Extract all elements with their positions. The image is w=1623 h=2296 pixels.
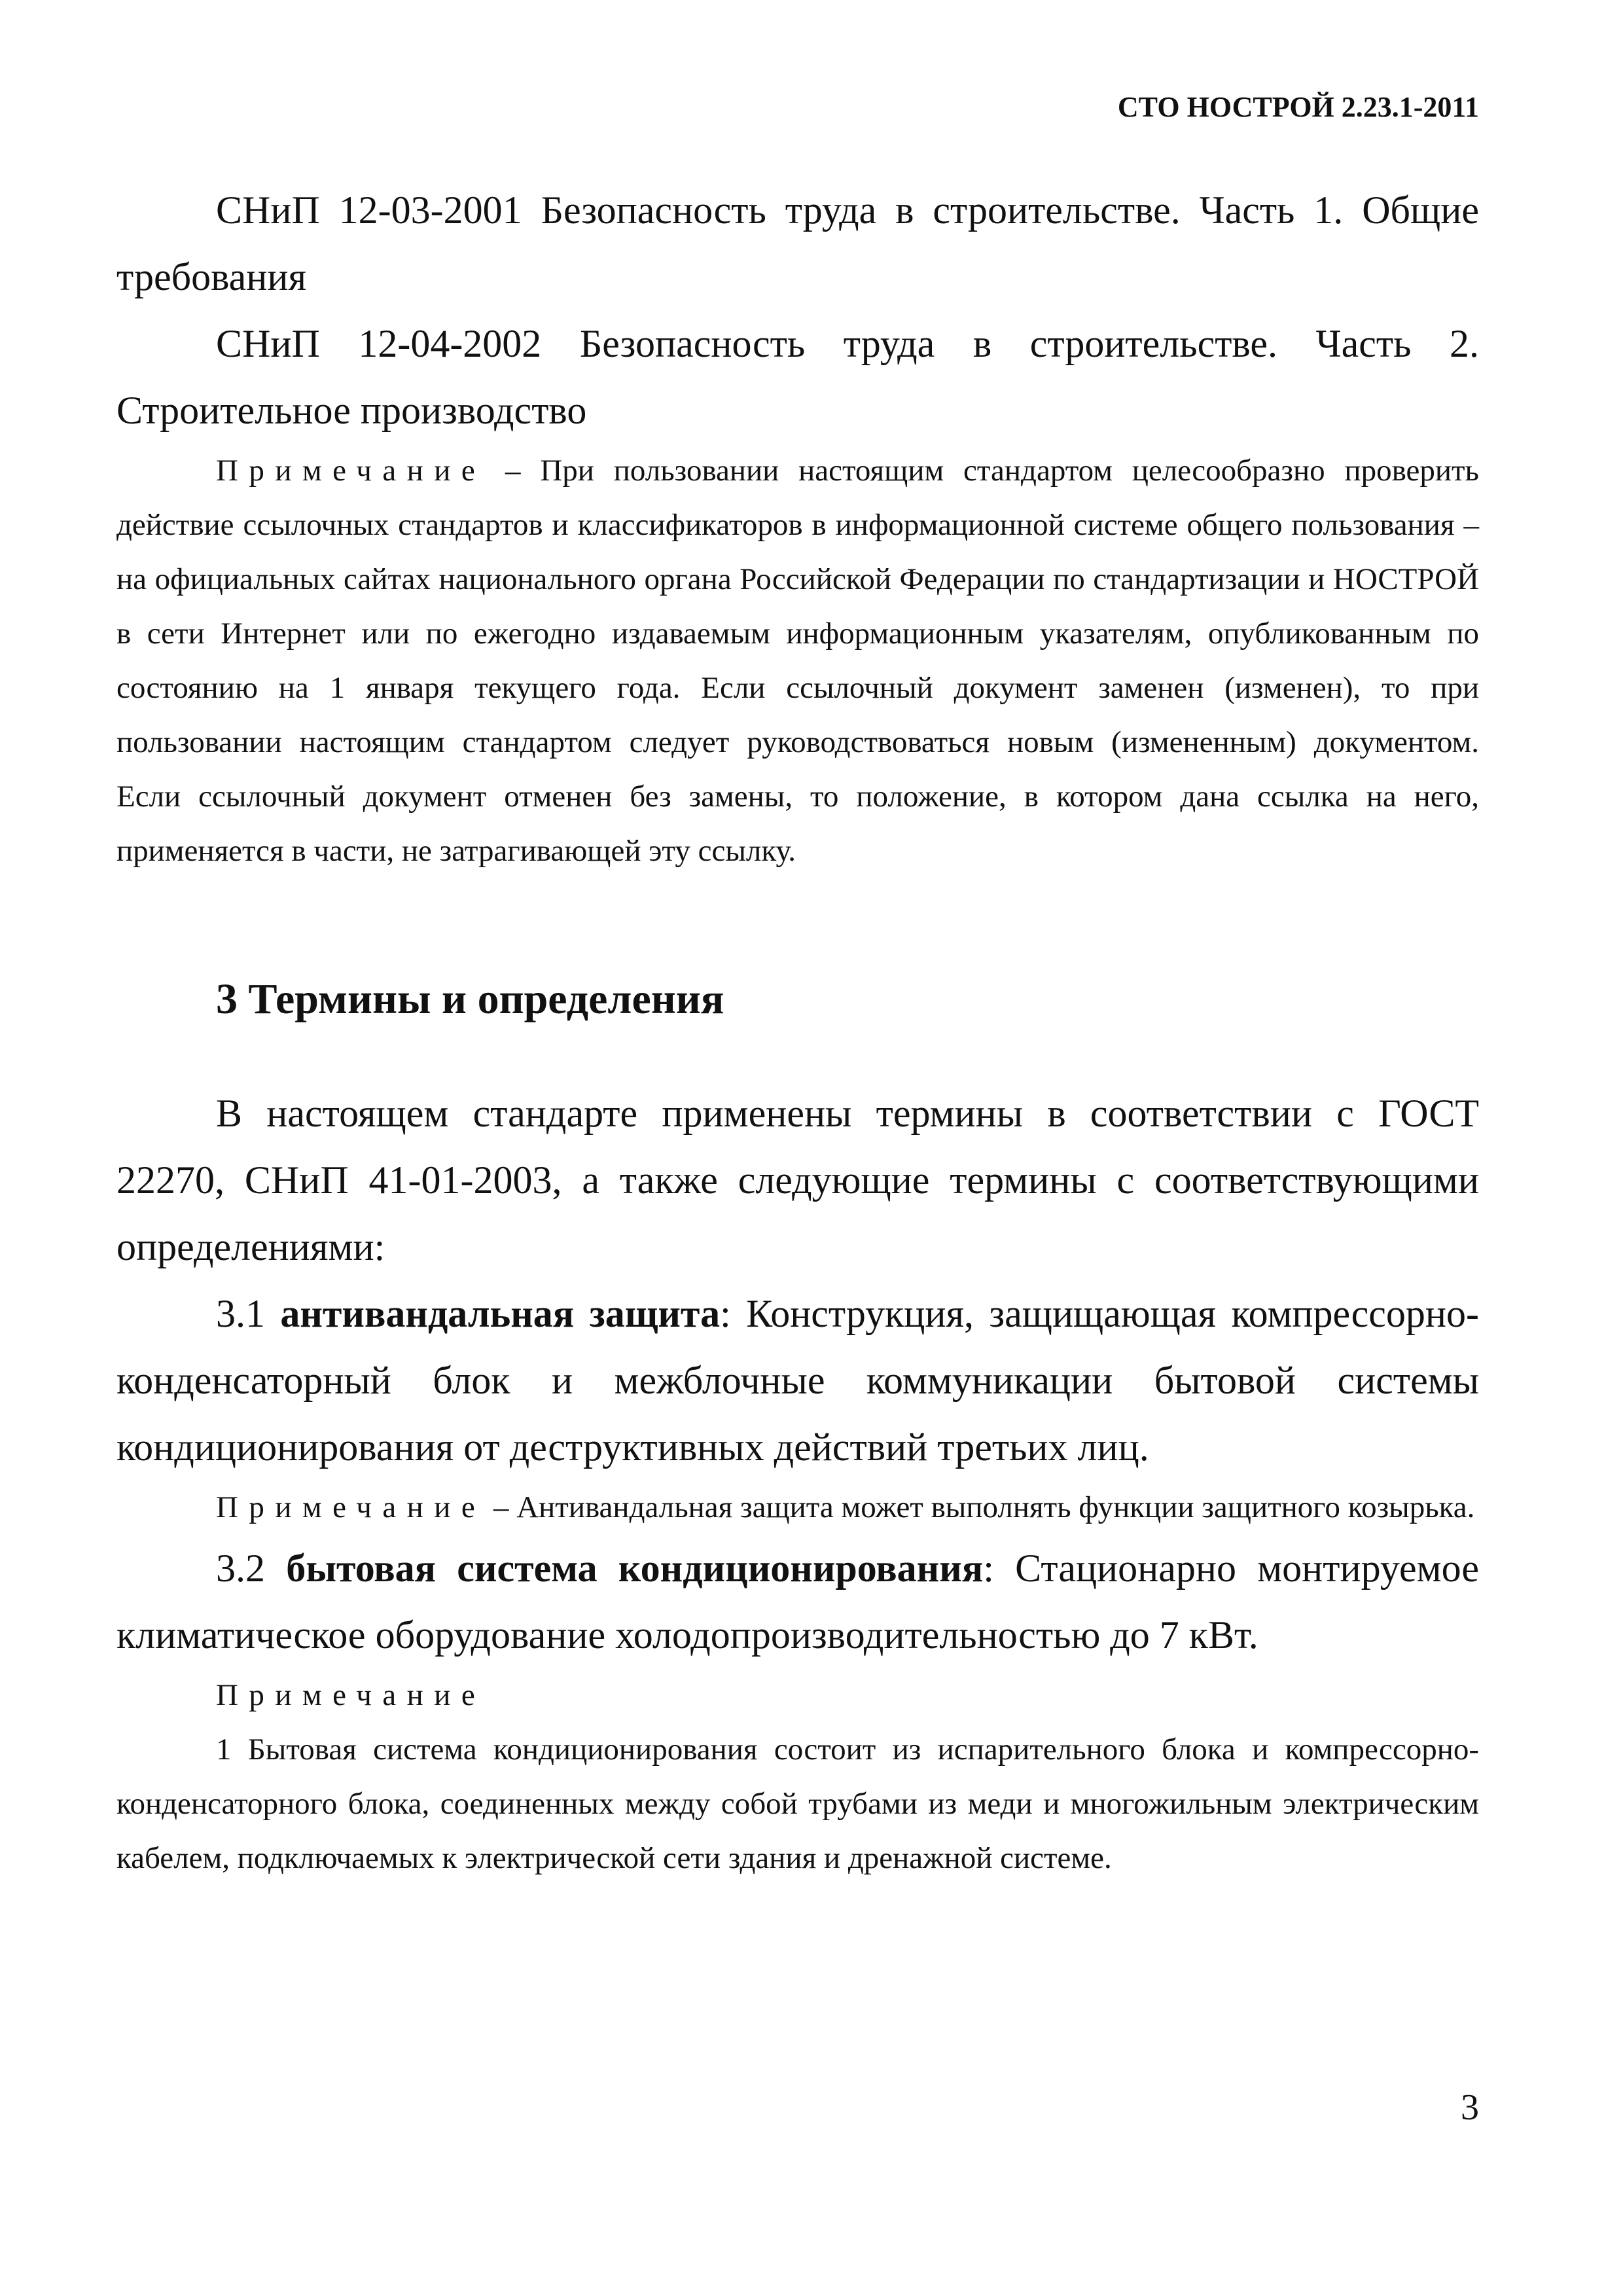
term-definition: : Конструкция, защищающая компрессорно-конденсаторный блок и межблочные коммуникации бытовой системы кондиционирования от деструктивных действий третьих лиц.: [116, 1292, 1479, 1469]
term-name: антивандальная защита: [280, 1292, 721, 1335]
note-text: – Антивандальная защита может выполнять функции защитного козырька.: [486, 1490, 1475, 1524]
reference-note: [116, 444, 1479, 878]
term-3-2-note-item: 1 Бытовая система кондиционирования состоит из испарительного блока и компрессорно-конденсаторного блока, соединенных между собой трубами из меди и многожильным электрическим кабелем, подключаемых к электрической сети здания и дренажной системе.: [116, 1732, 1479, 1875]
term-3-1-note: [116, 1480, 1479, 1535]
note-label: Примечание: [216, 1490, 486, 1524]
section-intro: В настоящем стандарте применены термины в соответствии с ГОСТ 22270, СНиП 41-01-2003, а также следующие термины с соответствующими определениями:: [116, 1092, 1479, 1268]
note-label: Примечание: [216, 454, 486, 488]
term-number: 3.1: [216, 1292, 281, 1335]
reference-snip-12-04: СНиП 12-04-2002 Безопасность труда в строительстве. Часть 2. Строительное производство: [116, 322, 1479, 432]
term-number: 3.2: [216, 1547, 287, 1590]
term-definition: : Стационарно монтируемое климатическое оборудование холодопроизводительностью до 7 кВт.: [116, 1547, 1479, 1657]
term-name: бытовая система кондиционирования: [286, 1547, 984, 1590]
note-label: Примечание: [216, 1678, 486, 1712]
document-code-header: СТО НОСТРОЙ 2.23.1-2011: [1117, 91, 1479, 123]
page-number: 3: [1461, 2087, 1479, 2128]
term-3-2: [116, 1535, 1479, 1668]
term-3-1: [116, 1280, 1479, 1480]
reference-snip-12-03: СНиП 12-03-2001 Безопасность труда в строительстве. Часть 1. Общие требования: [116, 188, 1479, 298]
section-heading: 3 Термины и определения: [216, 975, 724, 1023]
note-text: – При пользовании настоящим стандартом целесообразно проверить действие ссылочных стандартов и классификаторов в информационной системе общего пользования – на официальных сайтах национального органа Российской Федерации по стандартизации и НОСТРОЙ в сети Интернет или по ежегодно издаваемым информационным указателям, опубликованным по состоянию на 1 января текущего года. Если ссылочный документ заменен (изменен), то при пользовании настоящим стандартом следует руководствоваться новым (измененным) документом. Если ссылочный документ отменен без замены, то положение, в котором дана ссылка на него, применяется в части, не затрагивающей эту ссылку.: [116, 454, 1479, 868]
page-content: [116, 177, 1479, 1886]
term-3-2-note-label: [116, 1668, 1479, 1723]
